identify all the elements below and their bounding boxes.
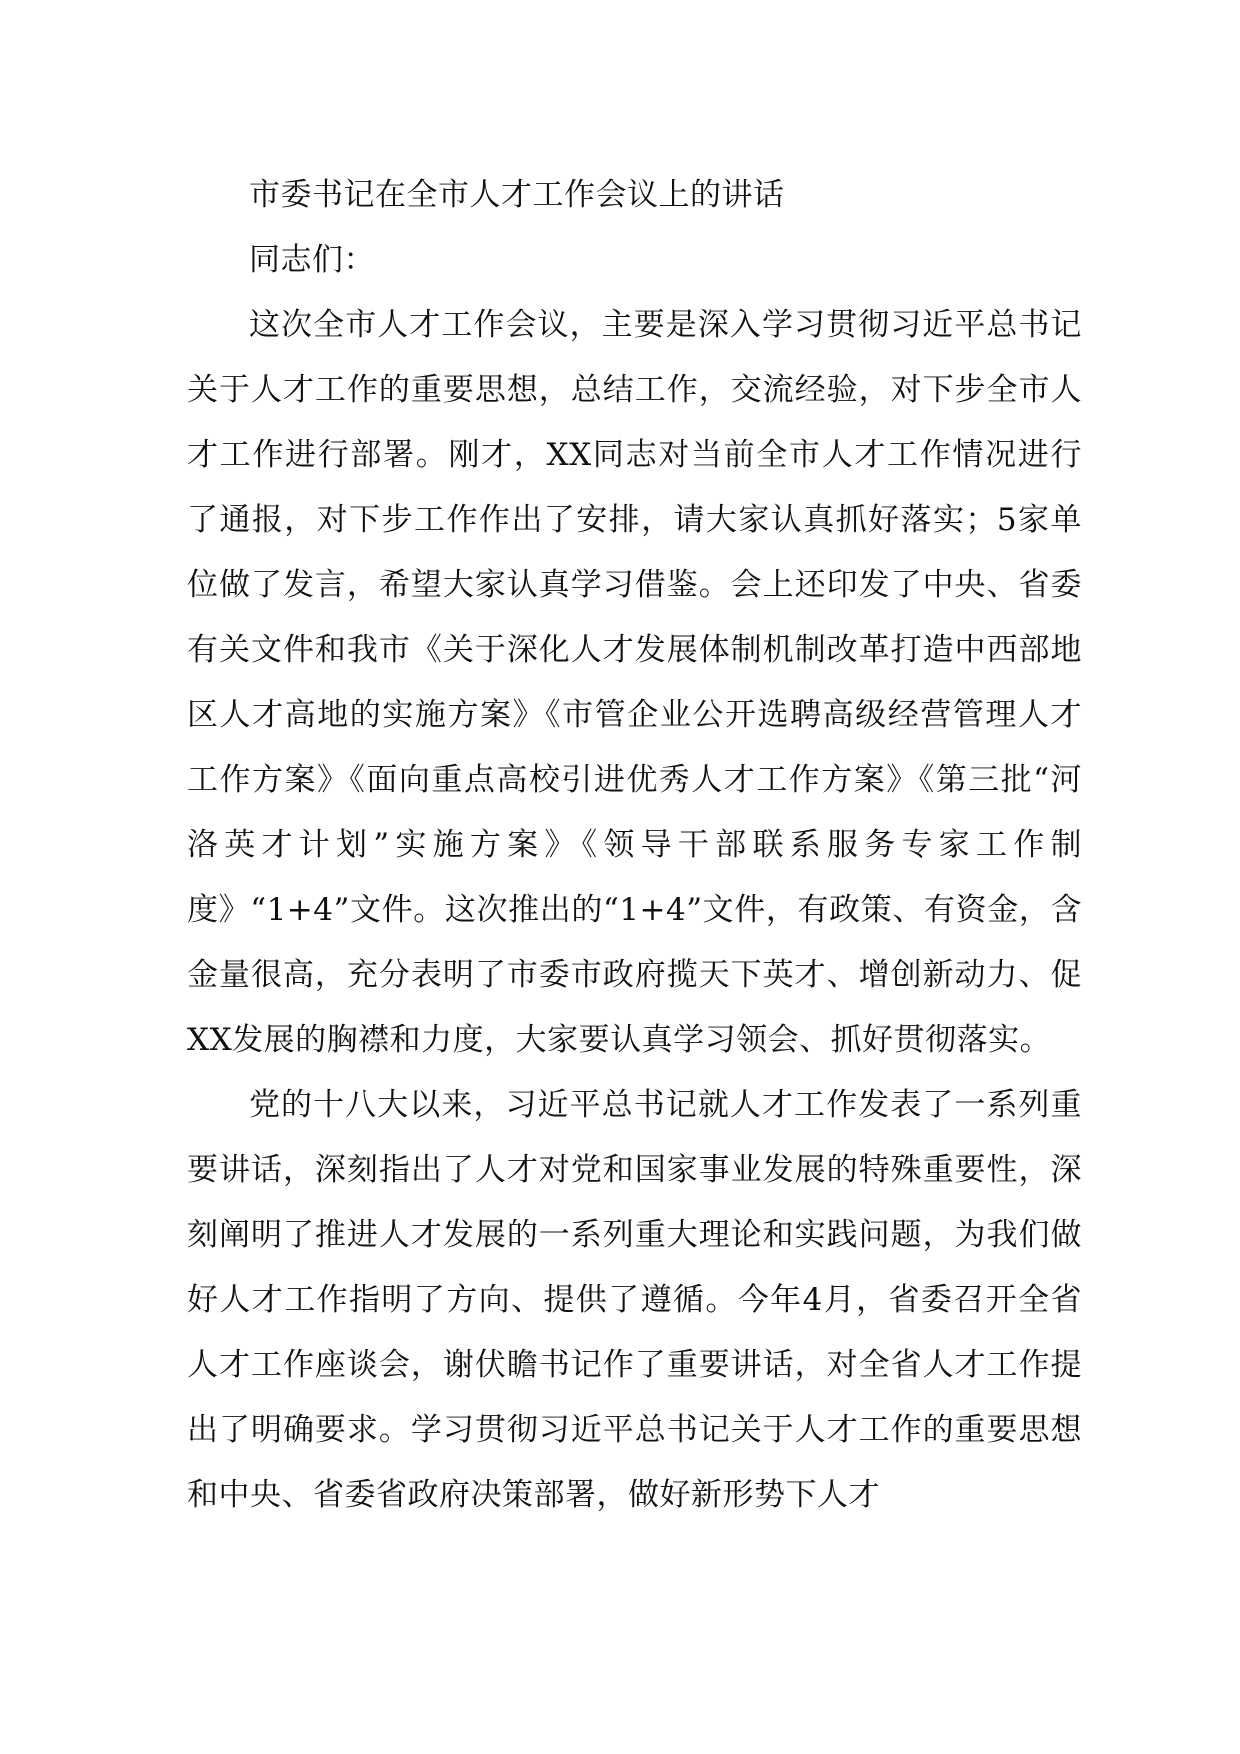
paragraph-1: 这次全市人才工作会议，主要是深入学习贯彻习近平总书记关于人才工作的重要思想，总结工作，交流经验，对下步全市人才工作进行部署。刚才，XX同志对当前全市人才工作情况进行了通报，对下步工作作出了安排，请大家认真抓好落实；5家单位做了发言，希望大家认真学习借鉴。会上还印发了中央、省委有关文件和我市《关于深化人才发展体制机制改革打造中西部地区人才高地的实施方案》《市管企业公开选聘高级经营管理人才工作方案》《面向重点高校引进优秀人才工作方案》《第三批“河洛英才计划”实施方案》《领导干部联系服务专家工作制度》“1+4”文件。这次推出的“1+4”文件，有政策、有资金，含金量很高，充分表明了市委市政府揽天下英才、增创新动力、促XX发展的胸襟和力度，大家要认真学习领会、抓好贯彻落实。 xyxy=(187,307,1082,1058)
paragraph-2: 党的十八大以来，习近平总书记就人才工作发表了一系列重要讲话，深刻指出了人才对党和国家事业发展的特殊重要性，深刻阐明了推进人才发展的一系列重大理论和实践问题，为我们做好人才工作指明了方向、提供了遵循。今年4月，省委召开全省人才工作座谈会，谢伏瞻书记作了重要讲话，对全省人才工作提出了明确要求。学习贯彻习近平总书记关于人才工作的重要思想和中央、省委省政府决策部署，做好新形势下人才 xyxy=(187,1087,1082,1513)
salutation: 同志们： xyxy=(249,242,375,278)
document-title: 市委书记在全市人才工作会议上的讲话 xyxy=(249,177,785,213)
document-body xyxy=(187,163,1082,1528)
